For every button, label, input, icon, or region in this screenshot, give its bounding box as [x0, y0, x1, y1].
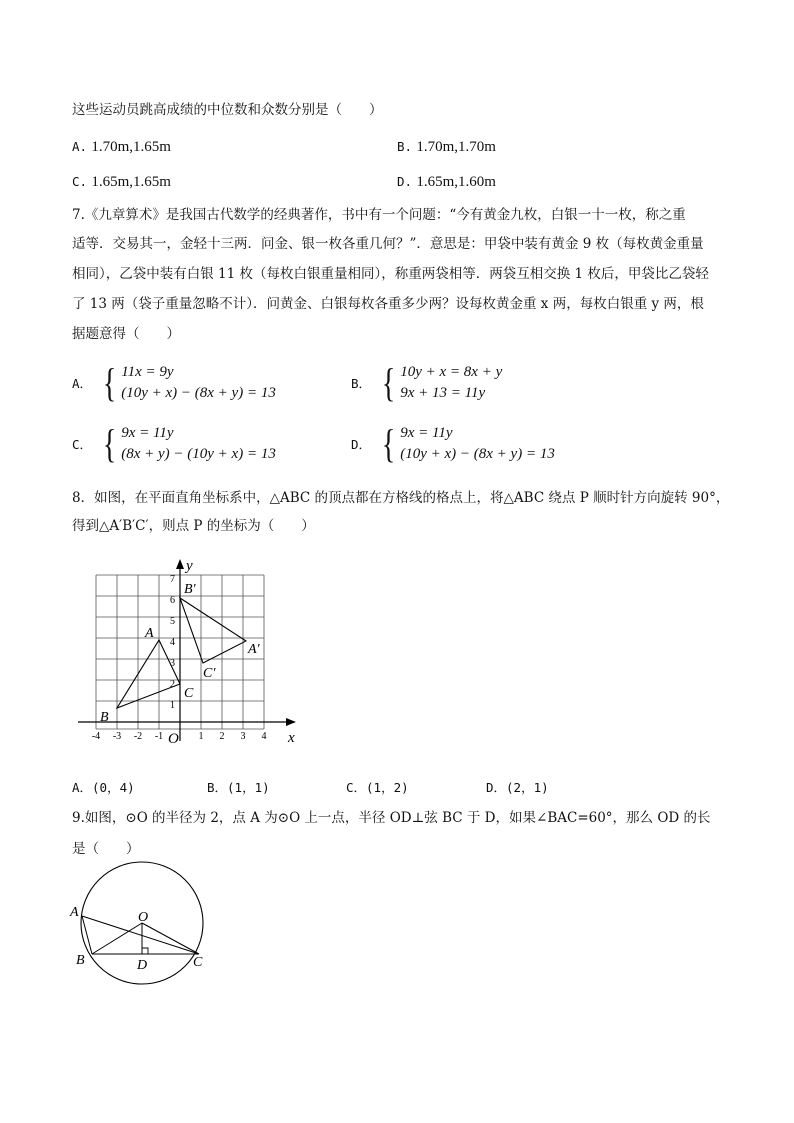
brace-symbol: { [102, 421, 117, 466]
option-text: 1.70m,1.70m [416, 139, 496, 155]
label-a: A [145, 626, 154, 641]
option-letter: C． [72, 437, 93, 452]
label-a: A [70, 905, 79, 920]
q8-option-d[interactable]: D．(2，1) [486, 780, 549, 795]
label-b: B [100, 710, 109, 725]
q7-stem-line-1: 7.《九章算术》是我国古代数学的经典著作，书中有一个问题：“今有黄金九枚，白银一十一枚，称之重 [72, 207, 686, 223]
equation-2: 9x + 13 = 11y [400, 385, 486, 401]
label-d: D [137, 958, 148, 973]
q8-option-c[interactable]: C．(1，2) [346, 780, 409, 795]
q8-coordinate-figure [70, 555, 310, 755]
x-tick: 1 [198, 731, 204, 742]
option-letter: B. [397, 139, 413, 154]
x-axis-label: x [288, 730, 295, 746]
q7-stem-line-4: 了 13 两（袋子重量忽略不计）．问黄金、白银每枚各重多少两？设每枚黄金重 x 两，每枚白银重 y 两，根 [72, 296, 704, 312]
x-tick-labels [92, 731, 267, 742]
y-tick: 6 [170, 595, 175, 606]
q6-option-b[interactable] [397, 137, 496, 157]
q7-option-d[interactable] [351, 423, 555, 465]
y-axis-label: y [186, 558, 193, 574]
q8-option-b[interactable]: B．(1，1) [207, 780, 270, 795]
option-letter: C. [72, 174, 88, 189]
q9-circle-figure [68, 860, 218, 988]
y-tick: 4 [170, 637, 175, 648]
equation-2: (10y + x) − (8x + y) = 13 [121, 385, 276, 401]
option-text: 1.65m,1.60m [416, 174, 496, 190]
x-tick: 2 [219, 731, 225, 742]
q7-stem-line-3: 相同），乙袋中装有白银 11 枚（每枚白银重量相同），称重两袋相等．两袋互相交换 1 枚后，甲袋比乙袋轻 [72, 266, 709, 282]
q8-stem-line-2: 得到△A′B′C′，则点 P 的坐标为（ ） [72, 518, 315, 534]
right-angle-icon [142, 948, 148, 954]
x-tick: -1 [154, 731, 164, 742]
q6-stem: 这些运动员跳高成绩的中位数和众数分别是（ ） [72, 102, 383, 118]
option-letter: D. [397, 174, 413, 189]
y-tick: 2 [170, 679, 175, 690]
y-tick: 5 [170, 616, 175, 627]
q7-stem-line-2: 适等．交易其一，金轻十三两．问金、银一枚各重几何？”．意思是：甲袋中装有黄金 9 枚（每枚黄金重量 [72, 236, 704, 252]
label-b-prime: B′ [184, 582, 196, 597]
triangle-abc [117, 640, 180, 708]
label-c-prime: C′ [203, 666, 216, 681]
y-tick-labels [170, 574, 175, 711]
y-tick: 3 [170, 658, 175, 669]
q7-option-b[interactable] [351, 362, 502, 404]
x-tick: 4 [261, 731, 267, 742]
x-tick: -4 [91, 731, 101, 742]
equation-1: 9x = 11y [400, 425, 453, 441]
option-text: 1.70m,1.65m [91, 139, 171, 155]
equation-2: (8x + y) − (10y + x) = 13 [121, 446, 276, 462]
q7-option-c[interactable] [72, 423, 276, 465]
equation-2: (10y + x) − (8x + y) = 13 [400, 446, 555, 462]
equation-1: 9x = 11y [121, 425, 174, 441]
x-tick: -2 [133, 731, 143, 742]
q8-stem-line-1: 8．如图，在平面直角坐标系中，△ABC 的顶点都在方格线的格点上，将△ABC 绕点 P 顺时针方向旋转 90°， [72, 490, 730, 506]
triangle-a1b1c1 [180, 598, 246, 663]
q7-stem-line-5: 据题意得（ ） [72, 326, 180, 342]
y-tick: 7 [170, 574, 175, 585]
label-o: O [138, 910, 149, 925]
option-letter: A． [72, 376, 93, 391]
x-axis-arrow-icon [286, 718, 296, 726]
x-tick: 3 [240, 731, 246, 742]
q9-stem-line-1: 9.如图，⊙O 的半径为 2，点 A 为⊙O 上一点，半径 OD⊥弦 BC 于 D，如果∠BAC=60°，那么 OD 的长 [72, 810, 711, 826]
brace-symbol: { [381, 360, 396, 405]
option-letter: B． [351, 376, 372, 391]
y-tick: 1 [170, 700, 175, 711]
brace-symbol: { [102, 360, 117, 405]
equation-1: 10y + x = 8x + y [400, 364, 503, 380]
q8-option-a[interactable]: A．(0，4) [72, 780, 135, 795]
option-text: 1.65m,1.65m [91, 174, 171, 190]
q7-option-a[interactable] [72, 362, 276, 404]
option-letter: D． [351, 437, 372, 452]
origin-label: O [168, 731, 179, 747]
option-letter: A. [72, 139, 88, 154]
point-labels [69, 905, 203, 973]
x-tick: -3 [112, 731, 122, 742]
q6-option-c[interactable] [72, 172, 171, 192]
q9-stem-line-2: 是（ ） [72, 841, 140, 857]
q6-option-d[interactable] [397, 172, 496, 192]
q6-option-a[interactable] [72, 137, 171, 157]
label-b: B [76, 953, 85, 968]
label-c: C [193, 955, 203, 970]
label-a-prime: A′ [248, 642, 260, 657]
equation-1: 11x = 9y [121, 364, 174, 380]
y-axis-arrow-icon [176, 559, 184, 569]
label-c: C [184, 686, 194, 701]
brace-symbol: { [381, 421, 396, 466]
